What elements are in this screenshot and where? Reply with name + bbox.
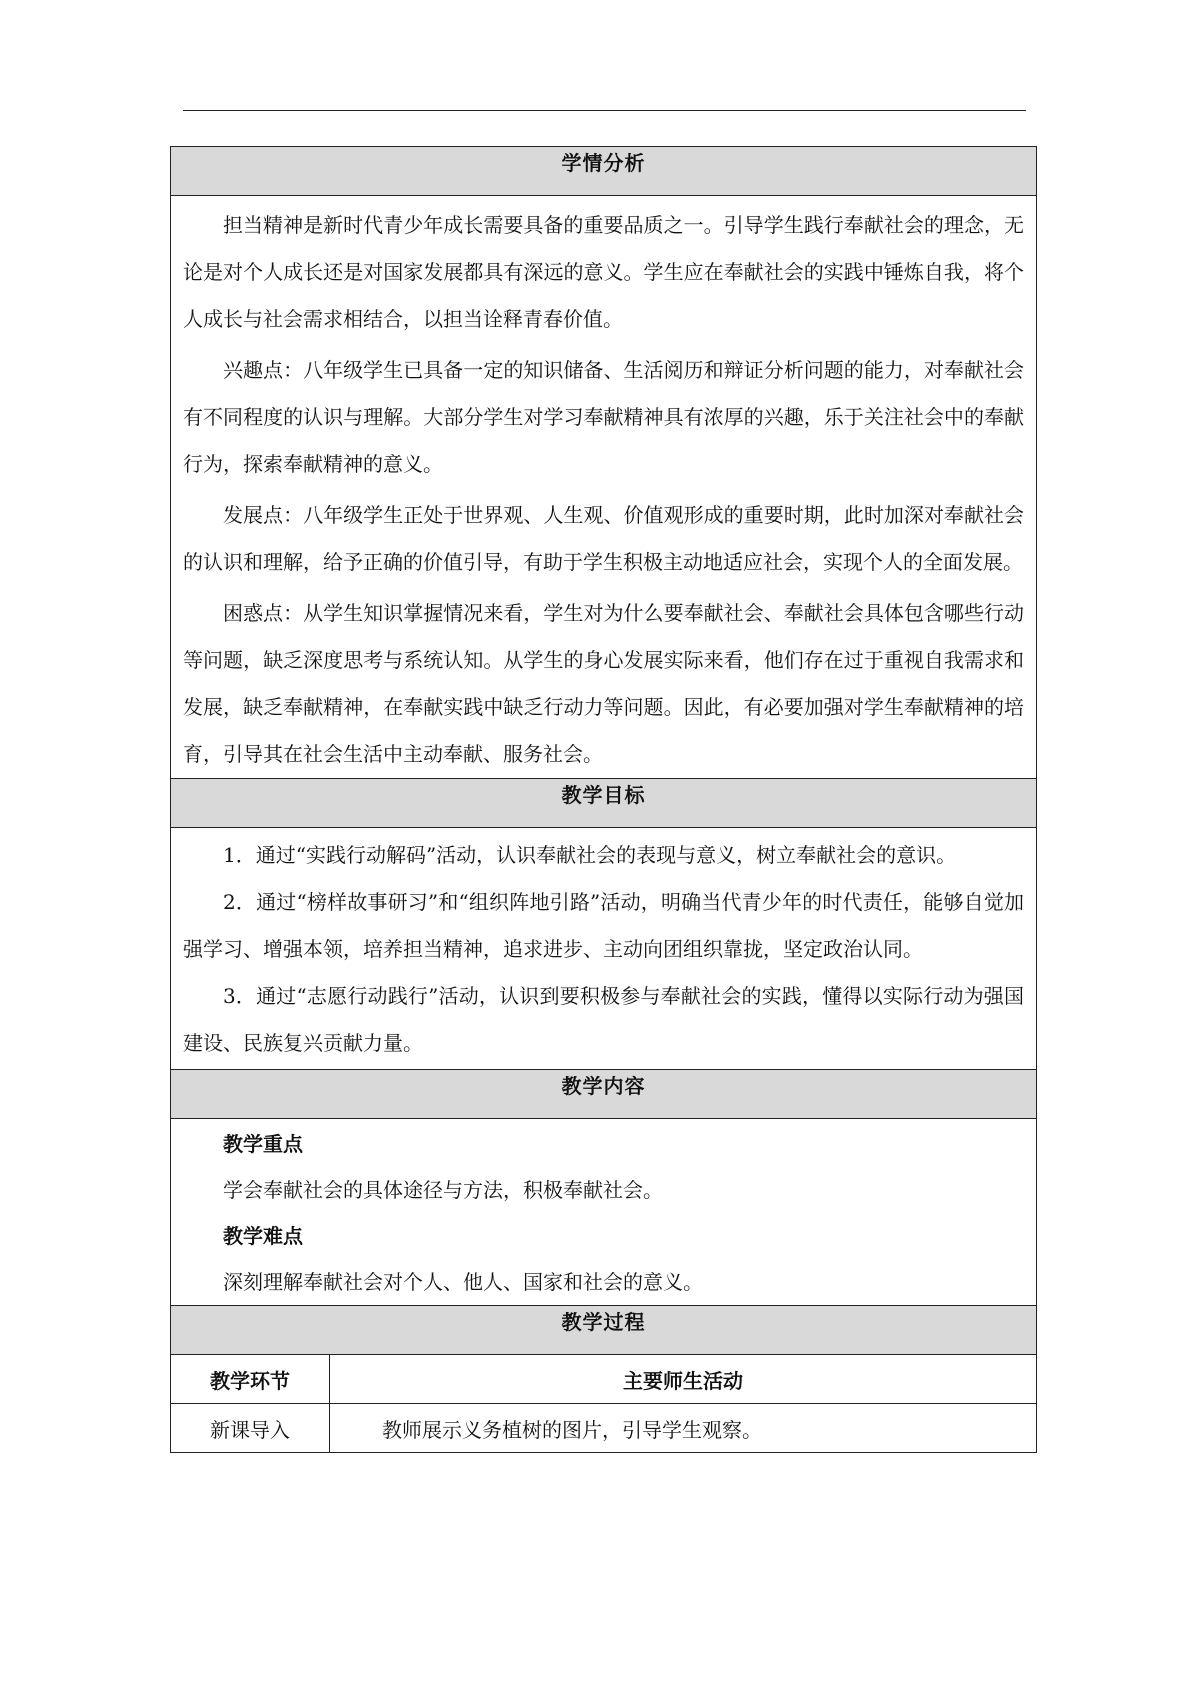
goals-body bbox=[171, 828, 1037, 1070]
goal-item: 3．通过“志愿行动践行”活动，认识到要积极参与奉献社会的实践，懂得以实际行动为强国建设、民族复兴贡献力量。 bbox=[183, 984, 1024, 1055]
section-heading-analysis: 学情分析 bbox=[171, 147, 1037, 196]
analysis-paragraph: 兴趣点：八年级学生已具备一定的知识储备、生活阅历和辩证分析问题的能力，对奉献社会有不同程度的认识与理解。大部分学生对学习奉献精神具有浓厚的兴趣，乐于关注社会中的奉献行为，探索奉献精神的意义。 bbox=[183, 358, 1024, 476]
goal-item: 2．通过“榜样故事研习”和“组织阵地引路”活动，明确当代青少年的时代责任，能够自觉加强学习、增强本领，培养担当精神，追求进步、主动向团组织靠拢，坚定政治认同。 bbox=[183, 890, 1024, 961]
table-row bbox=[171, 1404, 1037, 1453]
analysis-paragraph: 担当精神是新时代青少年成长需要具备的重要品质之一。引导学生践行奉献社会的理念，无论是对个人成长还是对国家发展都具有深远的意义。学生应在奉献社会的实践中锤炼自我，将个人成长与社会需求相结合，以担当诠释青春价值。 bbox=[183, 213, 1024, 331]
key-point-label: 教学重点 bbox=[223, 1132, 303, 1156]
analysis-paragraph: 困惑点：从学生知识掌握情况来看，学生对为什么要奉献社会、奉献社会具体包含哪些行动等问题，缺乏深度思考与系统认知。从学生的身心发展实际来看，他们存在过于重视自我需求和发展，缺乏奉献精神，在奉献实践中缺乏行动力等问题。因此，有必要加强对学生奉献精神的培育，引导其在社会生活中主动奉献、服务社会。 bbox=[183, 601, 1024, 766]
content-body bbox=[171, 1119, 1037, 1306]
key-point-text: 学会奉献社会的具体途径与方法，积极奉献社会。 bbox=[223, 1178, 663, 1202]
process-activity-cell: 教师展示义务植树的图片，引导学生观察。 bbox=[330, 1404, 1037, 1453]
column-header-stage: 教学环节 bbox=[171, 1355, 330, 1404]
difficulty-text: 深刻理解奉献社会对个人、他人、国家和社会的意义。 bbox=[223, 1270, 703, 1294]
difficulty-label: 教学难点 bbox=[223, 1224, 303, 1248]
section-heading-process: 教学过程 bbox=[171, 1306, 1037, 1355]
process-stage-cell: 新课导入 bbox=[171, 1404, 330, 1453]
column-header-activity: 主要师生活动 bbox=[330, 1355, 1037, 1404]
section-heading-goals: 教学目标 bbox=[171, 779, 1037, 828]
section-heading-content: 教学内容 bbox=[171, 1070, 1037, 1119]
analysis-paragraph: 发展点：八年级学生正处于世界观、人生观、价值观形成的重要时期，此时加深对奉献社会的认识和理解，给予正确的价值引导，有助于学生积极主动地适应社会，实现个人的全面发展。 bbox=[183, 503, 1024, 574]
lesson-plan-table bbox=[170, 146, 1037, 1453]
header-rule bbox=[183, 110, 1026, 111]
analysis-body bbox=[171, 196, 1037, 779]
goal-item: 1．通过“实践行动解码”活动，认识奉献社会的表现与意义，树立奉献社会的意识。 bbox=[223, 843, 957, 867]
